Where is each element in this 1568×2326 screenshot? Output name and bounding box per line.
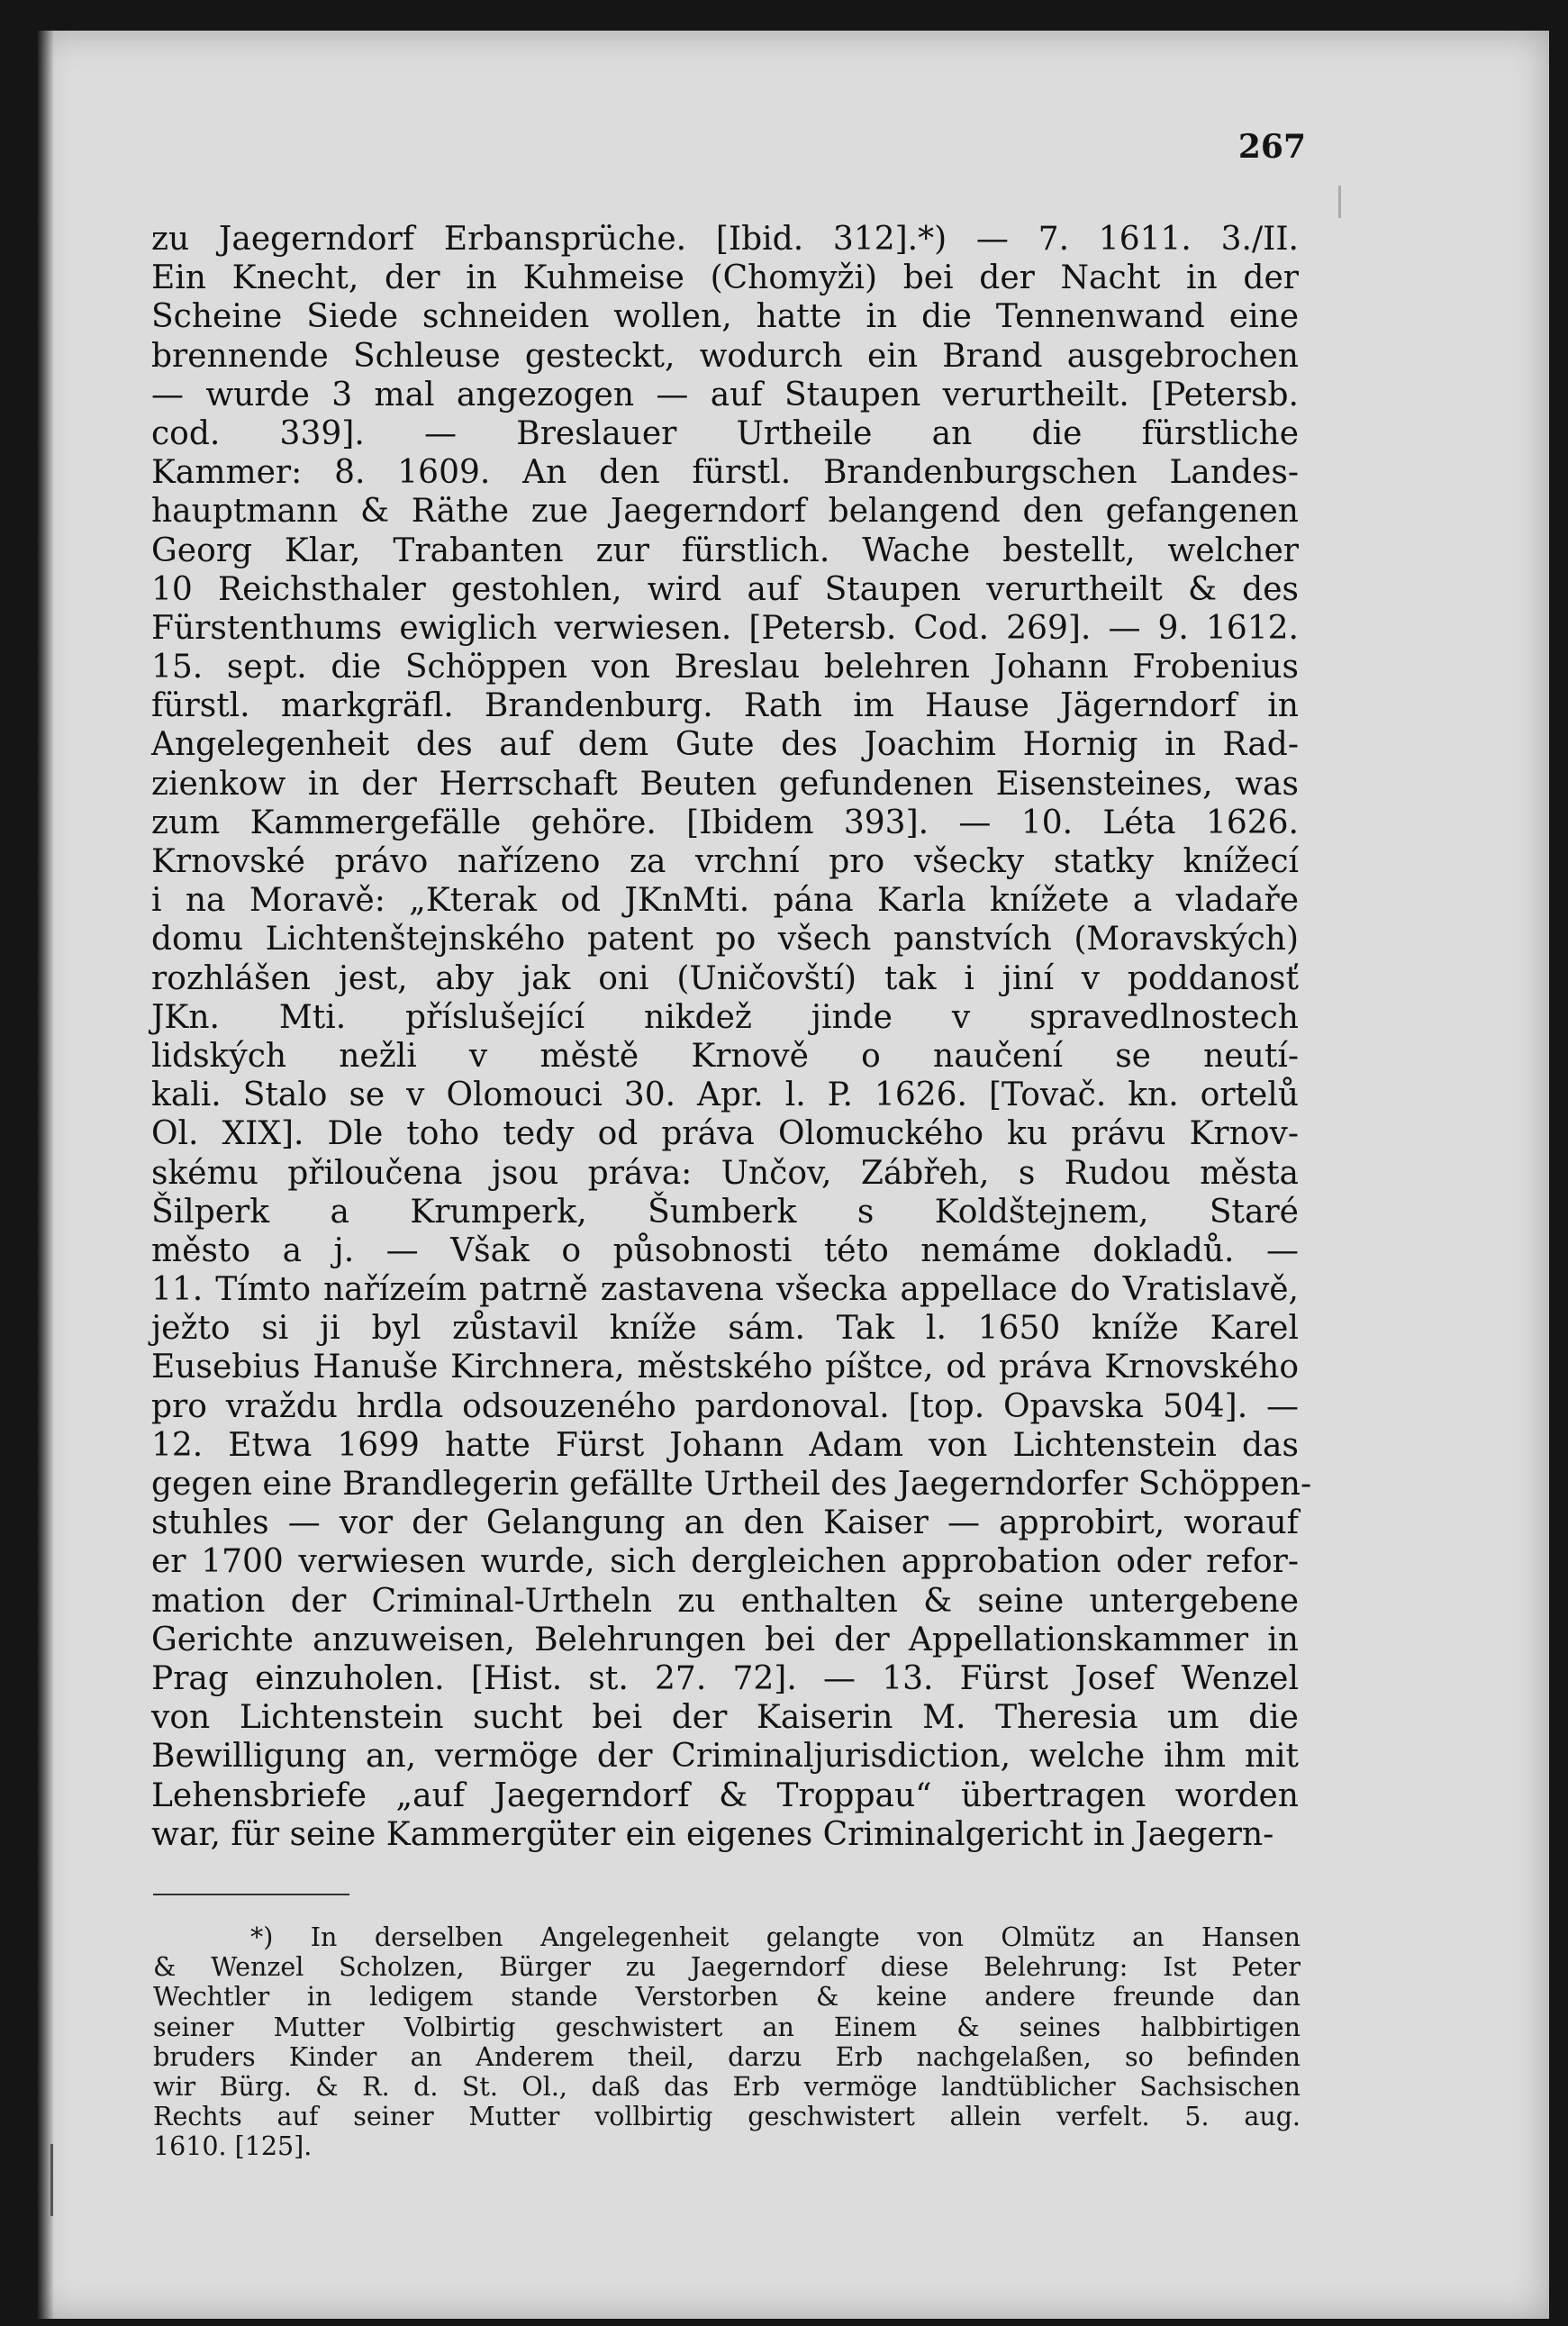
text-line: 10 Reichsthaler gestohlen, wird auf Staupen verurtheilt & des	[151, 570, 1299, 608]
text-line: Bewilligung an, vermöge der Criminaljurisdiction, welche ihm mit	[151, 1738, 1299, 1776]
text-line: 11. Tímto nařízeím patrně zastavena všecka appellace do Vratislavě,	[151, 1271, 1299, 1309]
margin-mark	[50, 2144, 53, 2216]
footnote-rule	[153, 1894, 349, 1895]
footnote-line: Rechts auf seiner Mutter vollbirtig geschwistert allein verfelt. 5. aug.	[153, 2102, 1301, 2132]
text-line: Georg Klar, Trabanten zur fürstlich. Wache bestellt, welcher	[151, 532, 1299, 569]
text-line: 15. sept. die Schöppen von Breslau belehren Johann Frobenius	[151, 649, 1299, 686]
footnote-line: & Wenzel Scholzen, Bürger zu Jaegerndorf diese Belehrung: Ist Peter	[153, 1952, 1301, 1983]
text-line: gegen eine Brandlegerin gefällte Urtheil des Jaegerndorfer Schöppen-	[151, 1466, 1312, 1503]
text-line: war, für seine Kammergüter ein eigenes Criminalgericht in Jaegern-	[151, 1815, 1274, 1853]
text-line: — wurde 3 mal angezogen — auf Staupen verurtheilt. [Petersb.	[151, 376, 1299, 413]
text-line: pro vraždu hrdla odsouzeného pardonoval. [top. Opavska 504]. —	[151, 1387, 1299, 1425]
text-line: cod. 339]. — Breslauer Urtheile an die fürstliche	[151, 414, 1299, 452]
footnote-line: bruders Kinder an Anderem theil, darzu Erb nachgelaßen, so befinden	[153, 2041, 1301, 2072]
text-line: i na Moravě: „Kterak od JKnMti. pána Karla knížete a vladaře	[151, 882, 1299, 920]
footnote-line: 1610. [125].	[153, 2131, 313, 2162]
page-number: 267	[1237, 128, 1306, 166]
footnote-line: Wechtler in ledigem stande Verstorben & keine andere freunde dan	[153, 1982, 1301, 2013]
text-line: kali. Stalo se v Olomouci 30. Apr. l. P. 1626. [Tovač. kn. ortelů	[151, 1077, 1299, 1114]
text-line: Kammer: 8. 1609. An den fürstl. Brandenburgschen Landes-	[151, 454, 1299, 492]
text-line: Ol. XIX]. Dle toho tedy od práva Olomuckého ku právu Krnov-	[151, 1115, 1299, 1153]
footnote-line: wir Bürg. & R. d. St. Ol., daß das Erb vermöge landtüblicher Sachsischen	[153, 2071, 1301, 2102]
text-line: rozhlášen jest, aby jak oni (Uničovští) tak i jiní v poddanosť	[151, 959, 1299, 997]
text-line: stuhles — vor der Gelangung an den Kaiser — approbirt, worauf	[151, 1504, 1299, 1542]
text-line: Angelegenheit des auf dem Gute des Joachim Hornig in Rad-	[151, 726, 1299, 764]
text-line: mation der Criminal-Urtheln zu enthalten & seine untergebene	[151, 1582, 1299, 1620]
text-line: von Lichtenstein sucht bei der Kaiserin M. Theresia um die	[151, 1699, 1299, 1737]
text-line: Eusebius Hanuše Kirchnera, městského píštce, od práva Krnovského	[151, 1349, 1299, 1386]
text-line: fürstl. markgräfl. Brandenburg. Rath im Hause Jägerndorf in	[151, 687, 1299, 725]
text-line: město a j. — Však o působnosti této nemáme dokladů. —	[151, 1231, 1299, 1269]
text-line: er 1700 verwiesen wurde, sich dergleichen approbation oder refor-	[151, 1543, 1299, 1581]
text-line: zienkow in der Herrschaft Beuten gefundenen Eisensteines, was	[151, 765, 1299, 803]
text-line: zu Jaegerndorf Erbansprüche. [Ibid. 312].*) — 7. 1611. 3./II.	[151, 221, 1299, 258]
text-line: domu Lichtenštejnského patent po všech panstvích (Moravských)	[151, 921, 1299, 959]
footnote	[153, 1922, 1301, 2162]
text-line: Lehensbriefe „auf Jaegerndorf & Troppau“ übertragen worden	[151, 1776, 1299, 1814]
text-line: Gerichte anzuweisen, Belehrungen bei der Appellationskammer in	[151, 1621, 1299, 1658]
text-line: brennende Schleuse gesteckt, wodurch ein Brand ausgebrochen	[151, 337, 1299, 375]
text-line: JKn. Mti. příslušející nikdež jinde v spravedlnostech	[151, 998, 1299, 1036]
page-binding-shadow	[36, 31, 54, 2319]
margin-mark	[1338, 186, 1341, 218]
text-line: Ein Knecht, der in Kuhmeise (Chomyži) bei der Nacht in der	[151, 259, 1299, 297]
text-line: Šilperk a Krumperk, Šumberk s Koldštejnem, Staré	[151, 1193, 1299, 1231]
text-line: Fürstenthums ewiglich verwiesen. [Petersb. Cod. 269]. — 9. 1612.	[151, 609, 1299, 647]
text-line: lidských nežli v městě Krnově o naučení se neutí-	[151, 1037, 1299, 1075]
main-text	[151, 220, 1312, 1854]
text-line: Scheine Siede schneiden wollen, hatte in die Tennenwand eine	[151, 298, 1299, 336]
text-line: hauptmann & Räthe zue Jaegerndorf belangend den gefangenen	[151, 493, 1299, 531]
text-line: ježto si ji byl zůstavil kníže sám. Tak l. 1650 kníže Karel	[151, 1310, 1299, 1348]
footnote-line: seiner Mutter Volbirtig geschwistert an Einem & seines halbbirtigen	[153, 2012, 1301, 2042]
text-line: 12. Etwa 1699 hatte Fürst Johann Adam von Lichtenstein das	[151, 1426, 1299, 1464]
text-line: skému přiloučena jsou práva: Unčov, Zábřeh, s Rudou města	[151, 1154, 1299, 1192]
text-line: Krnovské právo nařízeno za vrchní pro všecky statky knížecí	[151, 843, 1299, 880]
text-line: Prag einzuholen. [Hist. st. 27. 72]. — 13. Fürst Josef Wenzel	[151, 1659, 1299, 1697]
footnote-line: *) In derselben Angelegenheit gelangte von Olmütz an Hansen	[250, 1922, 1301, 1952]
text-line: zum Kammergefälle gehöre. [Ibidem 393]. — 10. Léta 1626.	[151, 804, 1299, 841]
